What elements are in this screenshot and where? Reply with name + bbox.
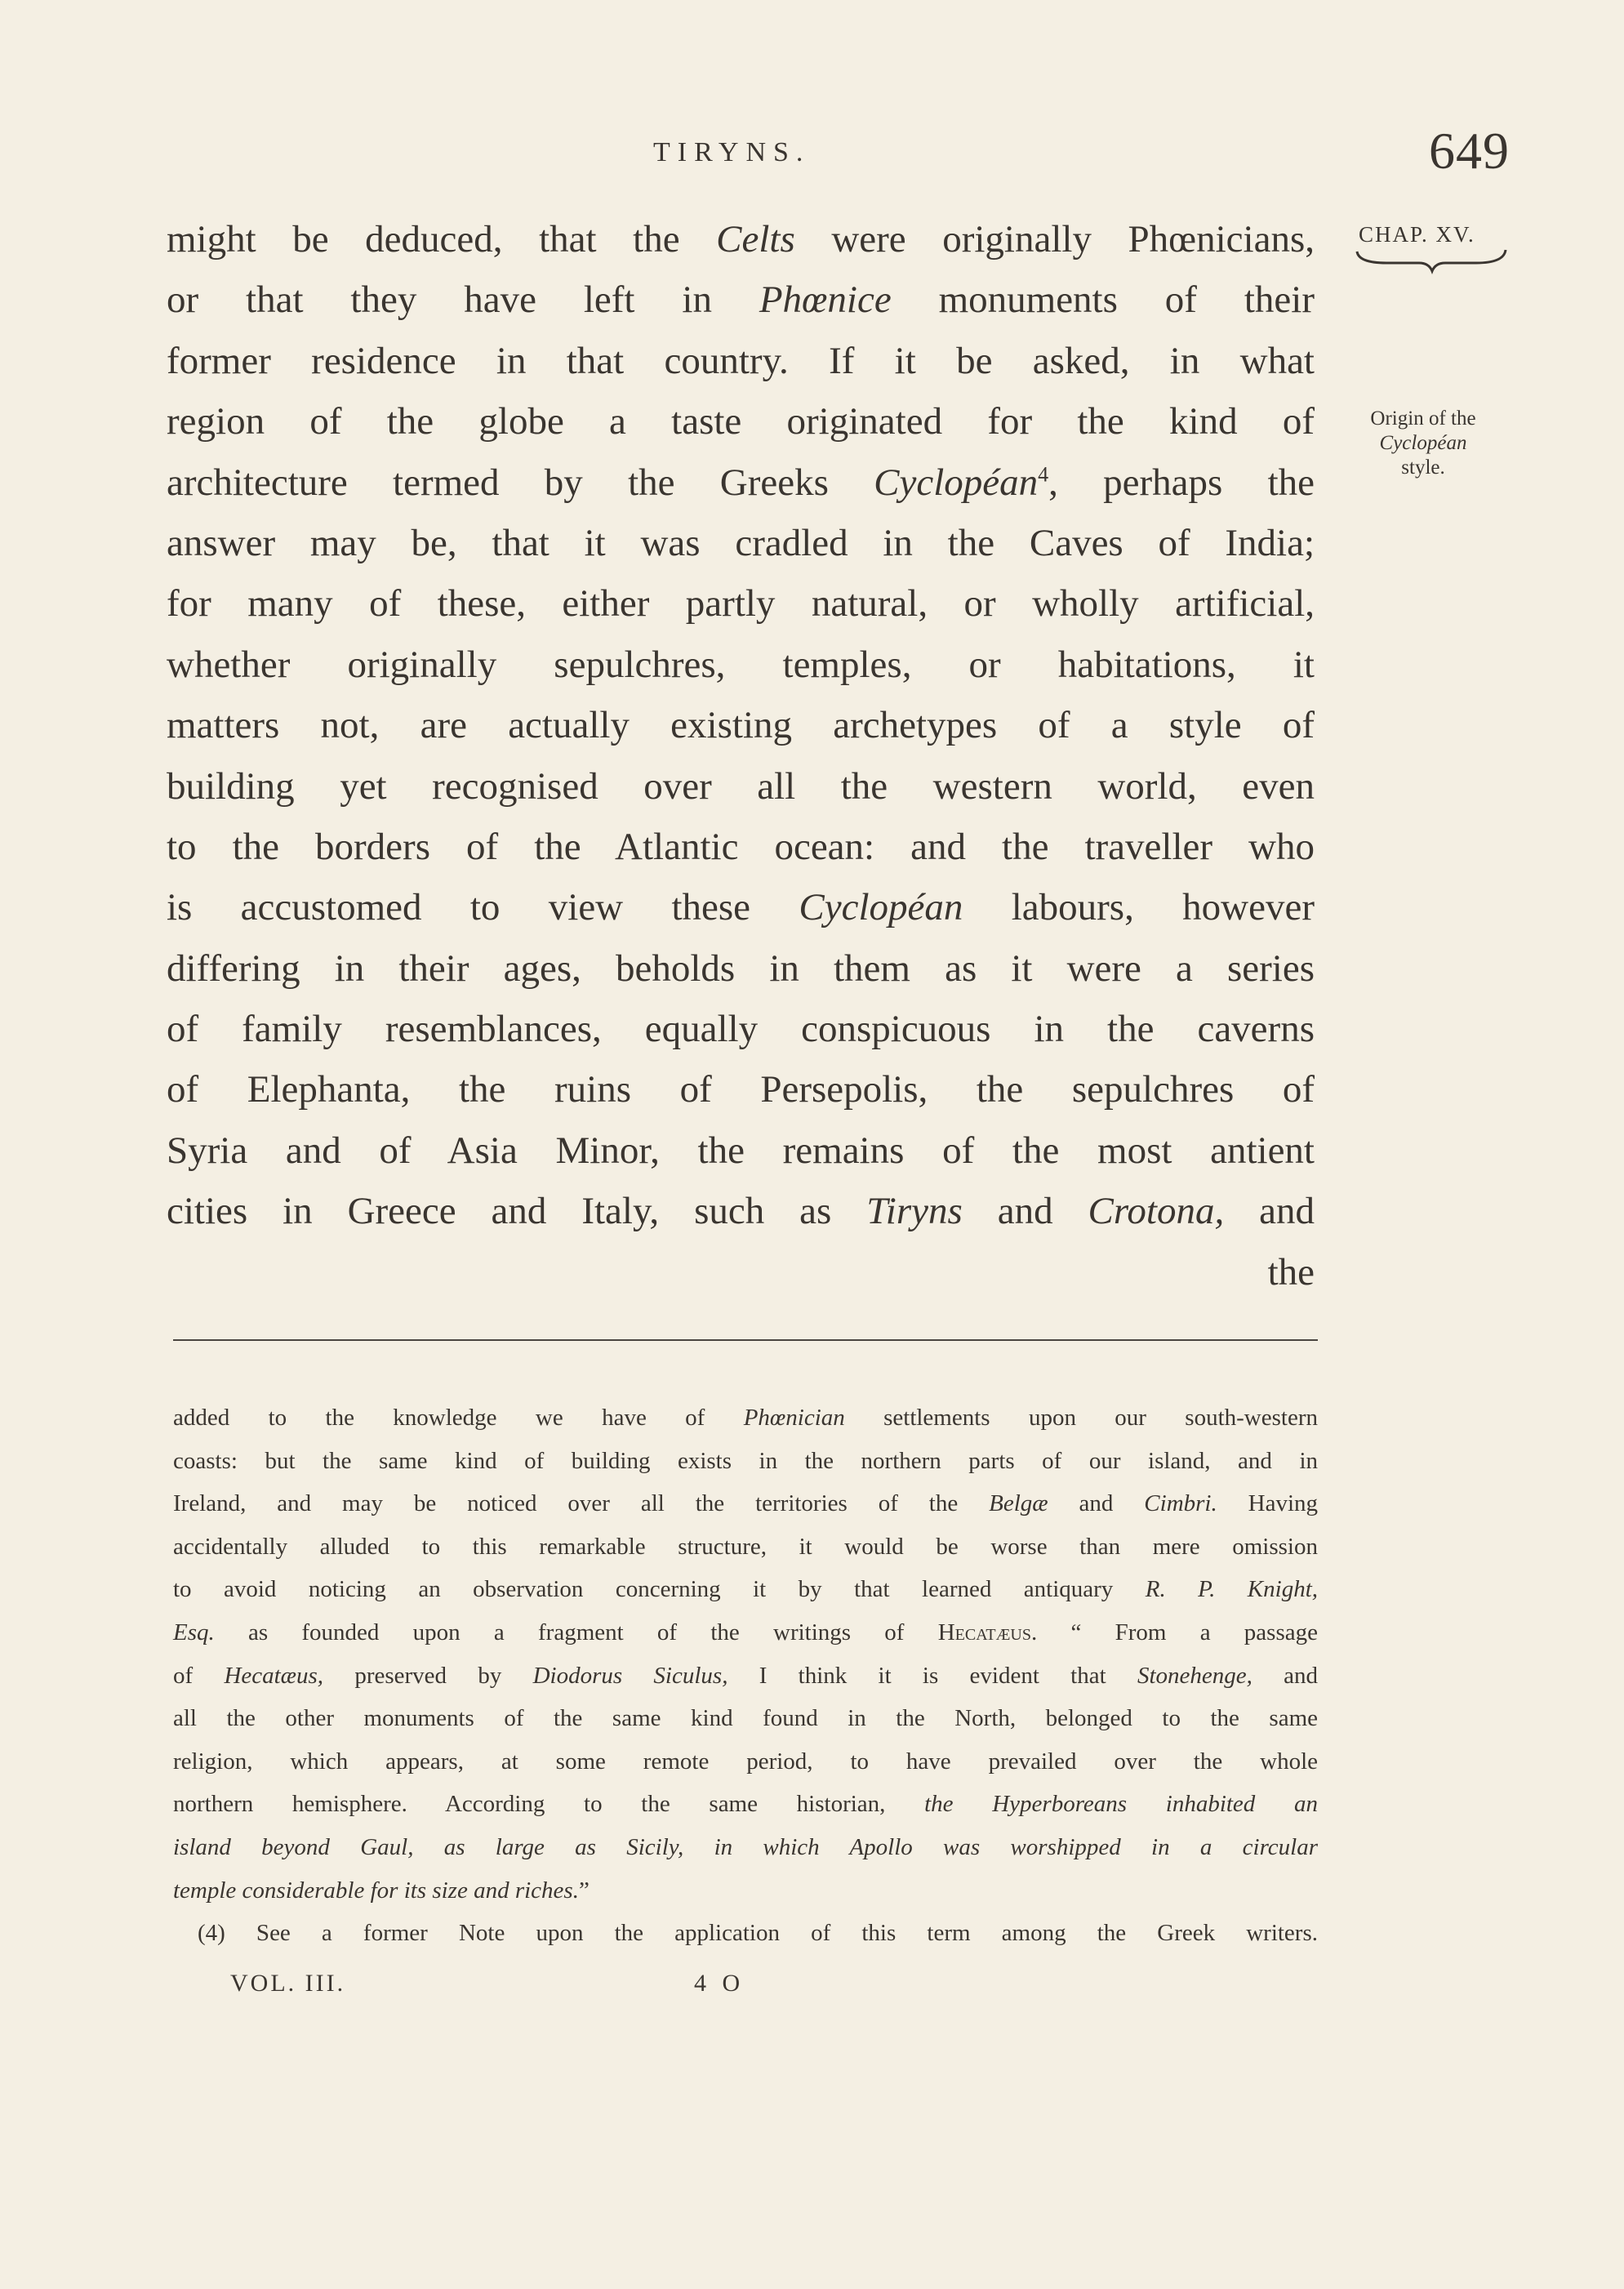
footnote-line: temple considerable for its size and riches.”	[173, 1877, 590, 1904]
text-line: building yet recognised over all the western world, even	[167, 764, 1315, 808]
volume-label: VOL. III.	[230, 1970, 346, 1997]
chapter-marker: CHAP. XV.	[1359, 222, 1475, 247]
text-line: Syria and of Asia Minor, the remains of the most antient	[167, 1129, 1315, 1172]
footnote-line: (4) See a former Note upon the application of this term among the Greek writers.	[198, 1920, 1318, 1947]
footnote-line: northern hemisphere. According to the same historian, the Hyperboreans inhabited an	[173, 1791, 1318, 1818]
footnote-line: of Hecatæus, preserved by Diodorus Siculus, I think it is evident that Stonehenge, and	[173, 1662, 1319, 1689]
text-line: former residence in that country. If it be asked, in what	[167, 339, 1315, 382]
text-line: of family resemblances, equally conspicuous in the caverns	[167, 1008, 1315, 1051]
margin-note-line: Cyclopéan	[1379, 432, 1467, 454]
footnote-line: Ireland, and may be noticed over all the territories of the Belgæ and Cimbri. Having	[173, 1490, 1319, 1517]
text-line: cities in Greece and Italy, such as Tiryns and Crotona, and	[167, 1190, 1315, 1233]
margin-note-line: Origin of the	[1370, 407, 1476, 430]
text-line: whether originally sepulchres, temples, or habitations, it	[167, 643, 1315, 686]
running-title: TIRYNS.	[653, 137, 811, 167]
footnote-line: coasts: but the same kind of building exists in the northern parts of our island, and in	[173, 1447, 1318, 1474]
page-number: 649	[1429, 122, 1510, 180]
footnote-ref: 4	[1038, 461, 1049, 486]
text-line: might be deduced, that the Celts were originally Phœnicians,	[167, 218, 1315, 261]
footnote-line: island beyond Gaul, as large as Sicily, in which Apollo was worshipped in a circular	[173, 1833, 1318, 1860]
footnote-line: accidentally alluded to this remarkable structure, it would be worse than mere omission	[173, 1533, 1318, 1560]
text-line: differing in their ages, beholds in them as it were a series	[167, 946, 1315, 990]
footnote-line: Esq. as founded upon a fragment of the writings of Hecatæus. “ From a passage	[173, 1619, 1318, 1645]
text-line: for many of these, either partly natural, or wholly artificial,	[167, 582, 1315, 626]
text-line: matters not, are actually existing archetypes of a style of	[167, 704, 1315, 747]
text-line: is accustomed to view these Cyclopéan labours, however	[167, 886, 1315, 929]
margin-note-line: style.	[1401, 456, 1445, 479]
text-line: architecture termed by the Greeks Cyclopéan$^4$, perhaps the	[167, 461, 1315, 504]
signature-mark: 4 O	[694, 1970, 745, 1997]
catchword: the	[1267, 1250, 1315, 1294]
footnotes	[173, 1396, 1318, 1955]
text-line: answer may be, that it was cradled in the Caves of India;	[167, 521, 1315, 564]
margin-note	[1337, 407, 1509, 480]
footnote-line: added to the knowledge we have of Phœnician settlements upon our south-western	[173, 1405, 1318, 1431]
footnote-rule	[173, 1339, 1318, 1341]
text-line: to the borders of the Atlantic ocean: and the traveller who	[167, 825, 1315, 868]
footnote-line: all the other monuments of the same kind found in the North, belonged to the same	[173, 1705, 1318, 1732]
footnote-line: religion, which appears, at some remote period, to have prevailed over the whole	[173, 1748, 1318, 1775]
text-line: of Elephanta, the ruins of Persepolis, the sepulchres of	[167, 1068, 1315, 1111]
text-line: region of the globe a taste originated for the kind of	[167, 400, 1315, 443]
footnote-line: to avoid noticing an observation concerning it by that learned antiquary R. P. Knight,	[173, 1576, 1318, 1603]
text-line: or that they have left in Phœnice monuments of their	[167, 278, 1315, 322]
body-text	[167, 209, 1315, 1303]
brace-ornament	[1354, 245, 1509, 278]
